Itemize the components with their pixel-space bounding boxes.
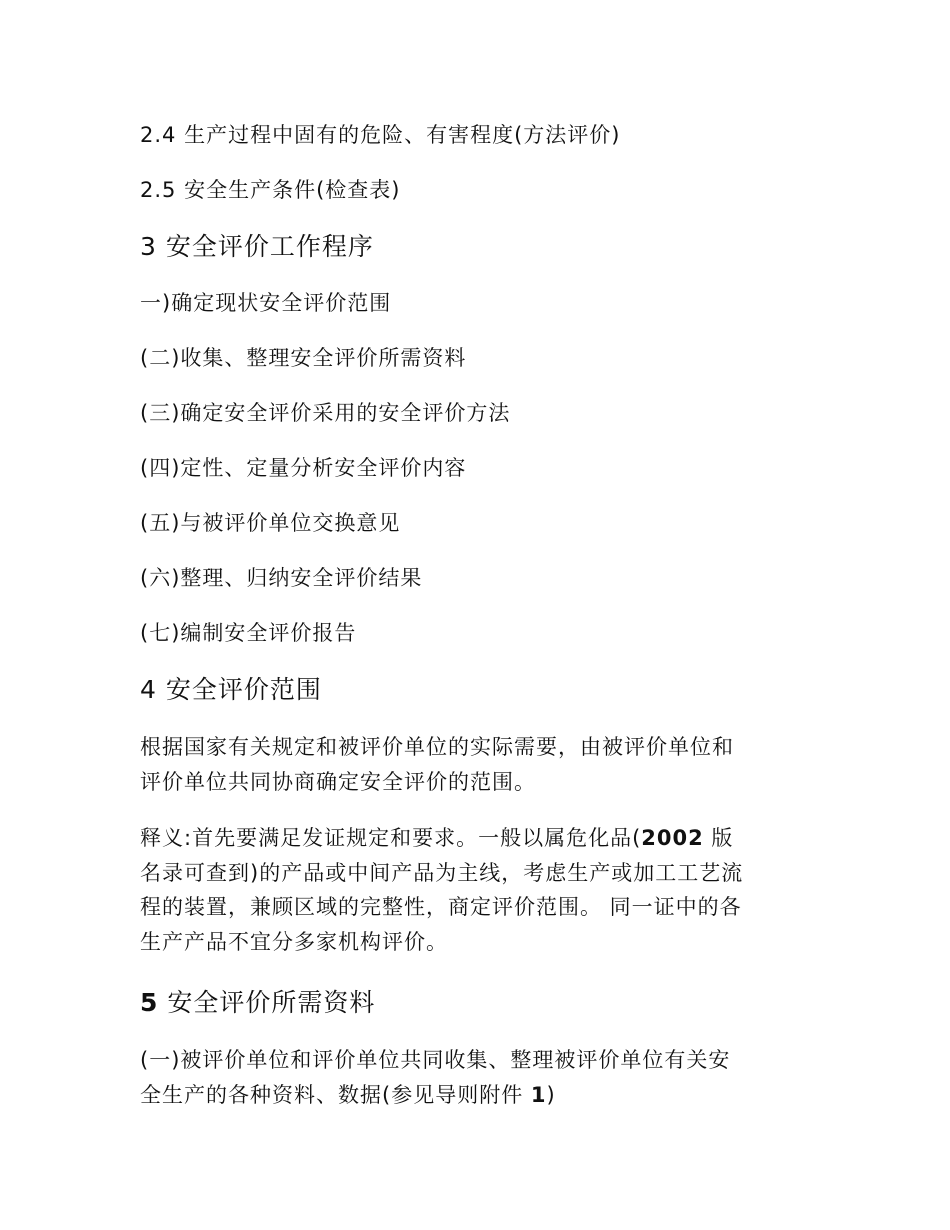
heading-5 bbox=[140, 987, 375, 1019]
step-1: 一)确定现状安全评价范围 bbox=[140, 291, 392, 315]
step-7: (七)编制安全评价报告 bbox=[140, 621, 357, 645]
paragraph-line: 根据国家有关规定和被评价单位的实际需要，由被评价单位和 bbox=[140, 735, 734, 759]
step-5: (五)与被评价单位交换意见 bbox=[140, 511, 401, 535]
section-2-5: 2.5 安全生产条件(检查表) bbox=[140, 178, 401, 202]
step-4: (四)定性、定量分析安全评价内容 bbox=[140, 456, 467, 480]
paragraph-line: 程的装置，兼顾区域的完整性，商定评价范围。 同一证中的各 bbox=[140, 895, 742, 919]
materials-text: 全生产的各种资料、数据(参见导则附件 bbox=[140, 1082, 531, 1107]
paragraph-line: 评价单位共同协商确定安全评价的范围。 bbox=[140, 769, 536, 794]
heading-text: 安全评价所需资料 bbox=[158, 988, 376, 1017]
section-2-4: 2.4 生产过程中固有的危险、有害程度(方法评价) bbox=[140, 123, 621, 147]
paragraph-line: 名录可查到)的产品或中间产品为主线，考虑生产或加工工艺流 bbox=[140, 860, 744, 885]
materials-paragraph bbox=[140, 1043, 820, 1112]
heading-3: 3 安全评价工作程序 bbox=[140, 232, 374, 261]
paragraph-line bbox=[140, 821, 820, 856]
heading-4: 4 安全评价范围 bbox=[140, 675, 322, 704]
explanation-paragraph bbox=[140, 821, 820, 959]
scope-paragraph bbox=[140, 730, 820, 799]
heading-number: 5 bbox=[140, 988, 159, 1017]
step-6: (六)整理、归纳安全评价结果 bbox=[140, 566, 423, 590]
appendix-number: 1 bbox=[530, 1082, 547, 1107]
paragraph-line: (一)被评价单位和评价单位共同收集、整理被评价单位有关安 bbox=[140, 1048, 731, 1072]
explanation-text: 版 bbox=[703, 826, 734, 850]
materials-text: ) bbox=[546, 1082, 556, 1107]
step-2: (二)收集、整理安全评价所需资料 bbox=[140, 346, 467, 370]
step-3: (三)确定安全评价采用的安全评价方法 bbox=[140, 401, 511, 425]
paragraph-line: 生产产品不宜分多家机构评价。 bbox=[140, 929, 448, 954]
paragraph-line bbox=[140, 1078, 820, 1113]
explanation-text: 释义:首先要满足发证规定和要求。一般以属危化品( bbox=[140, 826, 642, 850]
year-2002: 2002 bbox=[641, 826, 704, 850]
